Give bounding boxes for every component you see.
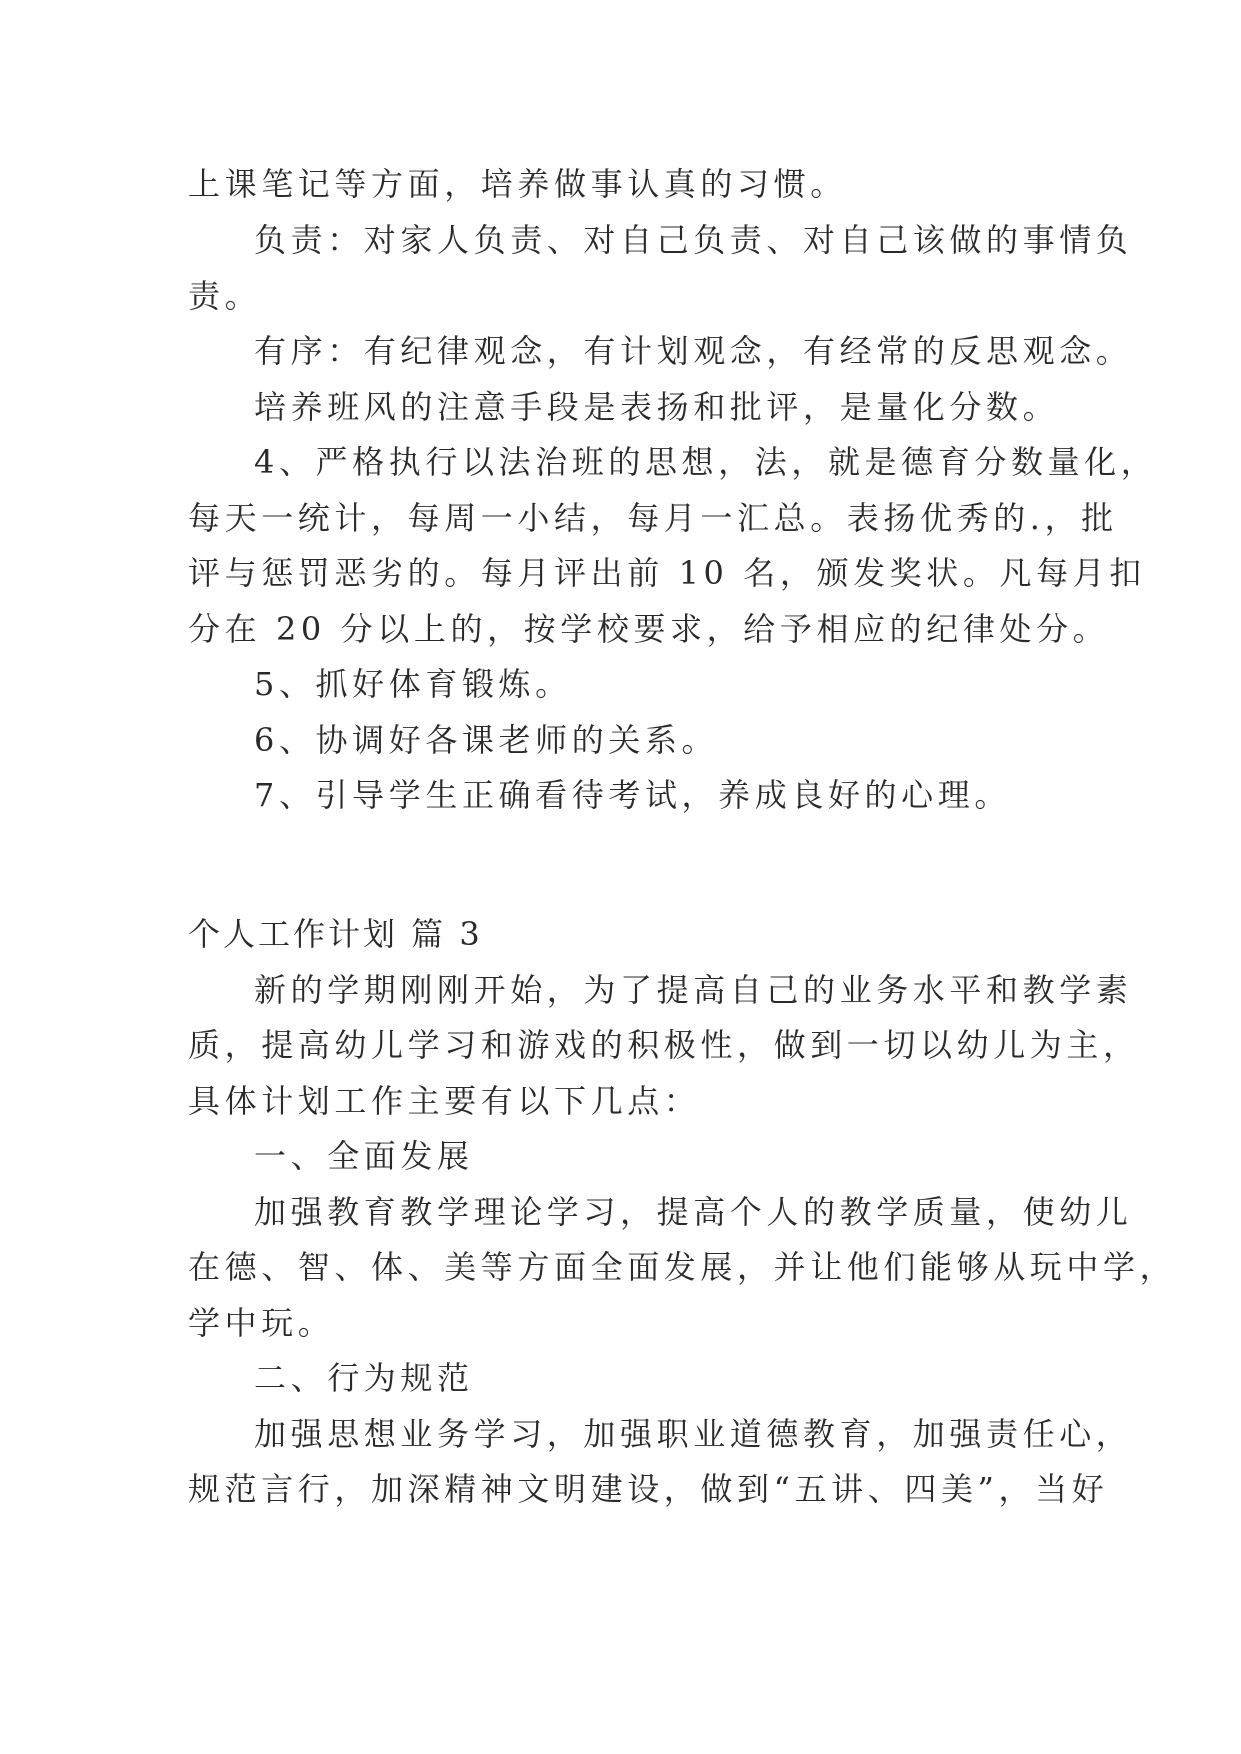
text-line: 有序：有纪律观念，有计划观念，有经常的反思观念。: [254, 332, 1133, 370]
text-line: 6、协调好各课老师的关系。: [254, 721, 719, 759]
text-line: 分在 20 分以上的，按学校要求，给予相应的纪律处分。: [188, 610, 1110, 648]
section-heading: 个人工作计划 篇 3: [188, 915, 483, 953]
text-line: 7、引导学生正确看待考试，养成良好的心理。: [254, 776, 1011, 814]
text-line: 学中玩。: [188, 1304, 335, 1342]
text-line: 责。: [188, 277, 262, 315]
text-line: 在德、智、体、美等方面全面发展，并让他们能够从玩中学，: [188, 1248, 1177, 1286]
text-line: 评与惩罚恶劣的。每月评出前 10 名，颁发奖状。凡每月扣: [188, 554, 1146, 592]
text-line: 规范言行，加深精神文明建设，做到“五讲、四美”，当好: [188, 1470, 1109, 1508]
text-line: 新的学期刚刚开始，为了提高自己的业务水平和教学素: [254, 971, 1133, 1009]
text-line: 每天一统计，每周一小结，每月一汇总。表扬优秀的.，批: [188, 499, 1118, 537]
text-line: 5、抓好体育锻炼。: [254, 665, 572, 703]
text-line: 负责：对家人负责、对自己负责、对自己该做的事情负: [254, 221, 1133, 259]
text-line: 具体计划工作主要有以下几点：: [188, 1082, 701, 1120]
text-line: 上课笔记等方面，培养做事认真的习惯。: [188, 165, 847, 203]
text-line: 培养班风的注意手段是表扬和批评，是量化分数。: [254, 388, 1060, 426]
text-line: 4、严格执行以法治班的思想，法，就是德育分数量化，: [254, 443, 1158, 481]
text-line: 质，提高幼儿学习和游戏的积极性，做到一切以幼儿为主，: [188, 1026, 1140, 1064]
text-line: 加强思想业务学习，加强职业道德教育，加强责任心，: [254, 1415, 1133, 1453]
subheading: 一、全面发展: [254, 1137, 474, 1175]
subheading: 二、行为规范: [254, 1359, 474, 1397]
text-line: 加强教育教学理论学习，提高个人的教学质量，使幼儿: [254, 1193, 1133, 1231]
